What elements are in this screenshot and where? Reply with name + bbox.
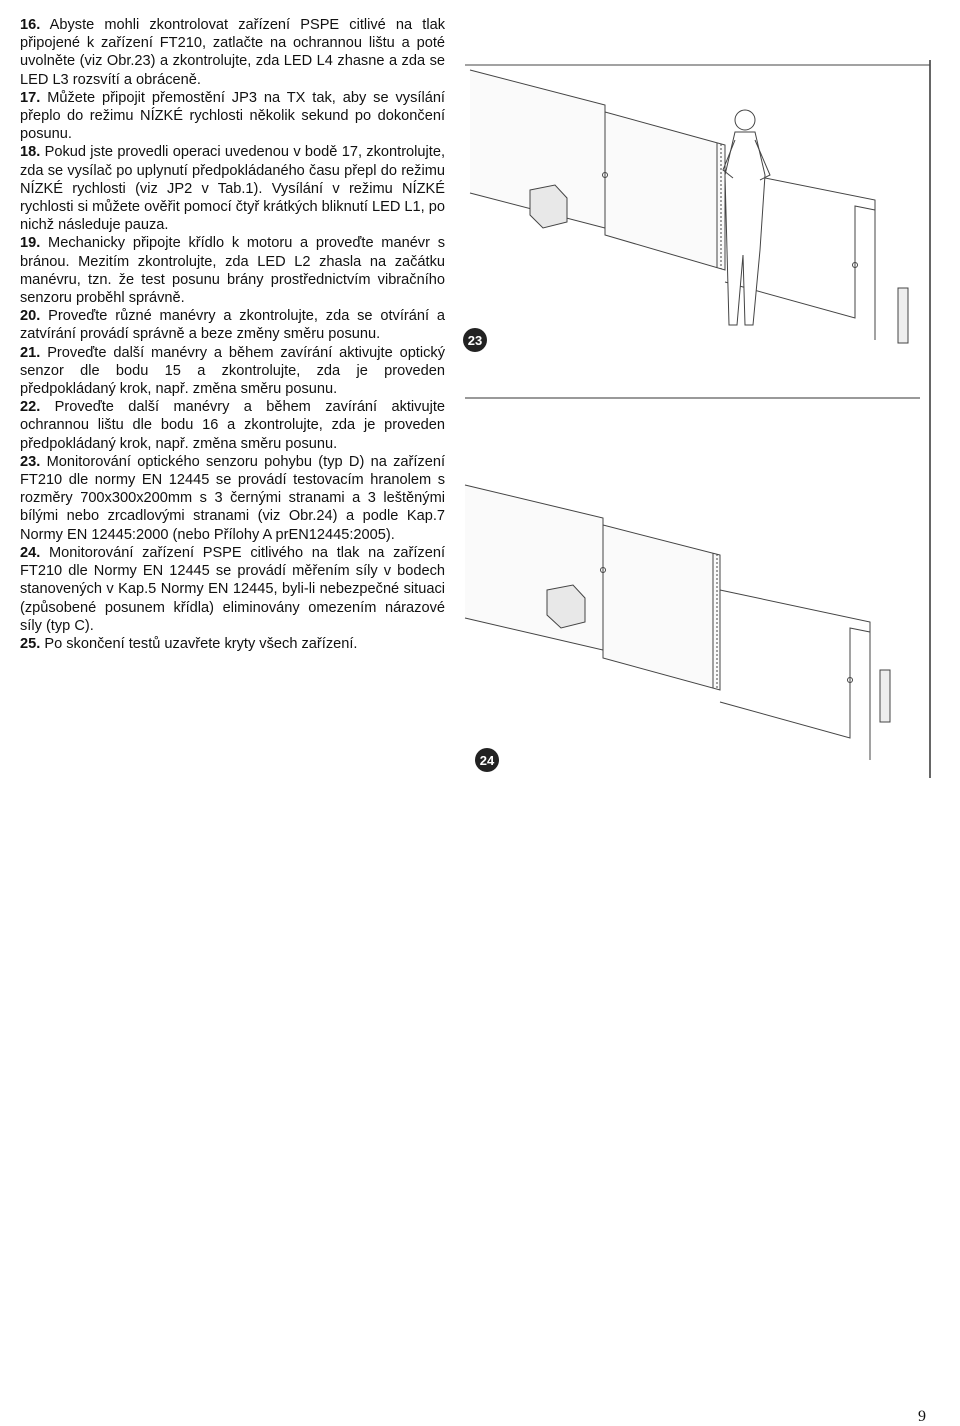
figure-24-label: 24 bbox=[479, 753, 495, 768]
step-22 bbox=[20, 398, 445, 453]
step-24 bbox=[20, 544, 445, 635]
step-16 bbox=[20, 16, 445, 89]
step-23 bbox=[20, 453, 445, 544]
step-number: 16. bbox=[20, 17, 41, 33]
page-number: 9 bbox=[918, 1408, 926, 1425]
step-number: 20. bbox=[20, 308, 41, 325]
step-number: 18. bbox=[20, 144, 41, 161]
step-number: 19. bbox=[20, 235, 41, 252]
step-text: Pokud jste provedli operaci uvedenou v bodě 17, zkontrolujte, zda se vysílač po uplynutí předpokládaného času přepl do režimu NÍZKÉ rychlosti (viz JP2 v Tab.1). Vysílání v režimu NÍZKÉ rychlosti si můžete ověřit pomocí čtyř krátkých bliknutí LED L1, po nichž následuje pauza. bbox=[20, 144, 446, 234]
step-number: 22. bbox=[20, 399, 41, 416]
step-number: 24. bbox=[20, 544, 41, 561]
step-number: 21. bbox=[20, 344, 41, 361]
step-text: Můžete připojit přemostění JP3 na TX tak, aby se vysílání přeplo do režimu NÍZKÉ rychlosti několik sekund po dokončení posunu. bbox=[20, 89, 445, 143]
step-20 bbox=[20, 307, 445, 343]
step-number: 17. bbox=[20, 89, 41, 106]
figure-23-label: 23 bbox=[467, 333, 483, 348]
figure-23-badge bbox=[463, 328, 487, 352]
step-text: Monitorování optického senzoru pohybu (typ D) na zařízení FT210 dle normy EN 12445 se provádí testovacím hranolem s rozměry 700x300x200mm s 3 černými stranami a 3 leštěnými bílými nebo zrcadlovými stranami (viz Obr.24) a podle Kap.7 Normy EN 12445:2000 (nebo Přílohy A prEN12445:2005). bbox=[20, 453, 445, 543]
step-text: Abyste mohli zkontrolovat zařízení PSPE citlivé na tlak připojené k zařízení FT210, zatlačte na ochrannou lištu a poté uvolněte (viz Obr.23) a zkontrolujte, zda LED L4 zhasne a zda se LED L3 rozsvítí a obráceně. bbox=[20, 17, 445, 88]
step-number: 25. bbox=[20, 635, 41, 652]
step-25 bbox=[20, 635, 445, 653]
step-text: Proveďte další manévry a během zavírání aktivujte ochrannou lištu dle bodu 16 a zkontrolujte, zda je proveden předpokládaný krok, např. změna směru posunu. bbox=[20, 399, 445, 452]
step-17 bbox=[20, 89, 445, 144]
step-19 bbox=[20, 234, 445, 307]
step-text: Mechanicky připojte křídlo k motoru a proveďte manévr s bránou. Mezitím zkontrolujte, zda LED L2 zhasla na začátku manévru, tzn. že test posunu brány prostřednictvím vibračního senzoru proběhl správně. bbox=[20, 235, 445, 307]
step-text: Monitorování zařízení PSPE citlivého na tlak na zařízení FT210 dle Normy EN 12445 se provádí měřením síly v bodech stanovených v Kap.5 Normy EN 12445, byli-li nebezpečné situaci (způsobené posunem křídla) eliminovány omezením nárazové síly (typ C). bbox=[20, 544, 446, 634]
figure-24-badge bbox=[475, 748, 499, 772]
figure-24-drawing bbox=[465, 485, 890, 760]
figure-23-drawing bbox=[465, 65, 930, 343]
step-21 bbox=[20, 344, 445, 399]
gate-illustrations bbox=[455, 50, 935, 790]
step-number: 23. bbox=[20, 453, 41, 470]
step-text: Proveďte další manévry a během zavírání aktivujte optický senzor dle bodu 15 a zkontrolujte, zda je proveden předpokládaný krok, např. změna směru posunu. bbox=[20, 344, 445, 398]
step-18 bbox=[20, 143, 445, 234]
instructions-text bbox=[20, 16, 445, 653]
step-text: Proveďte různé manévry a zkontrolujte, zda se otvírání a zatvírání provádí správně a beze změny směru posunu. bbox=[20, 308, 445, 343]
step-text: Po skončení testů uzavřete kryty všech zařízení. bbox=[44, 635, 358, 652]
